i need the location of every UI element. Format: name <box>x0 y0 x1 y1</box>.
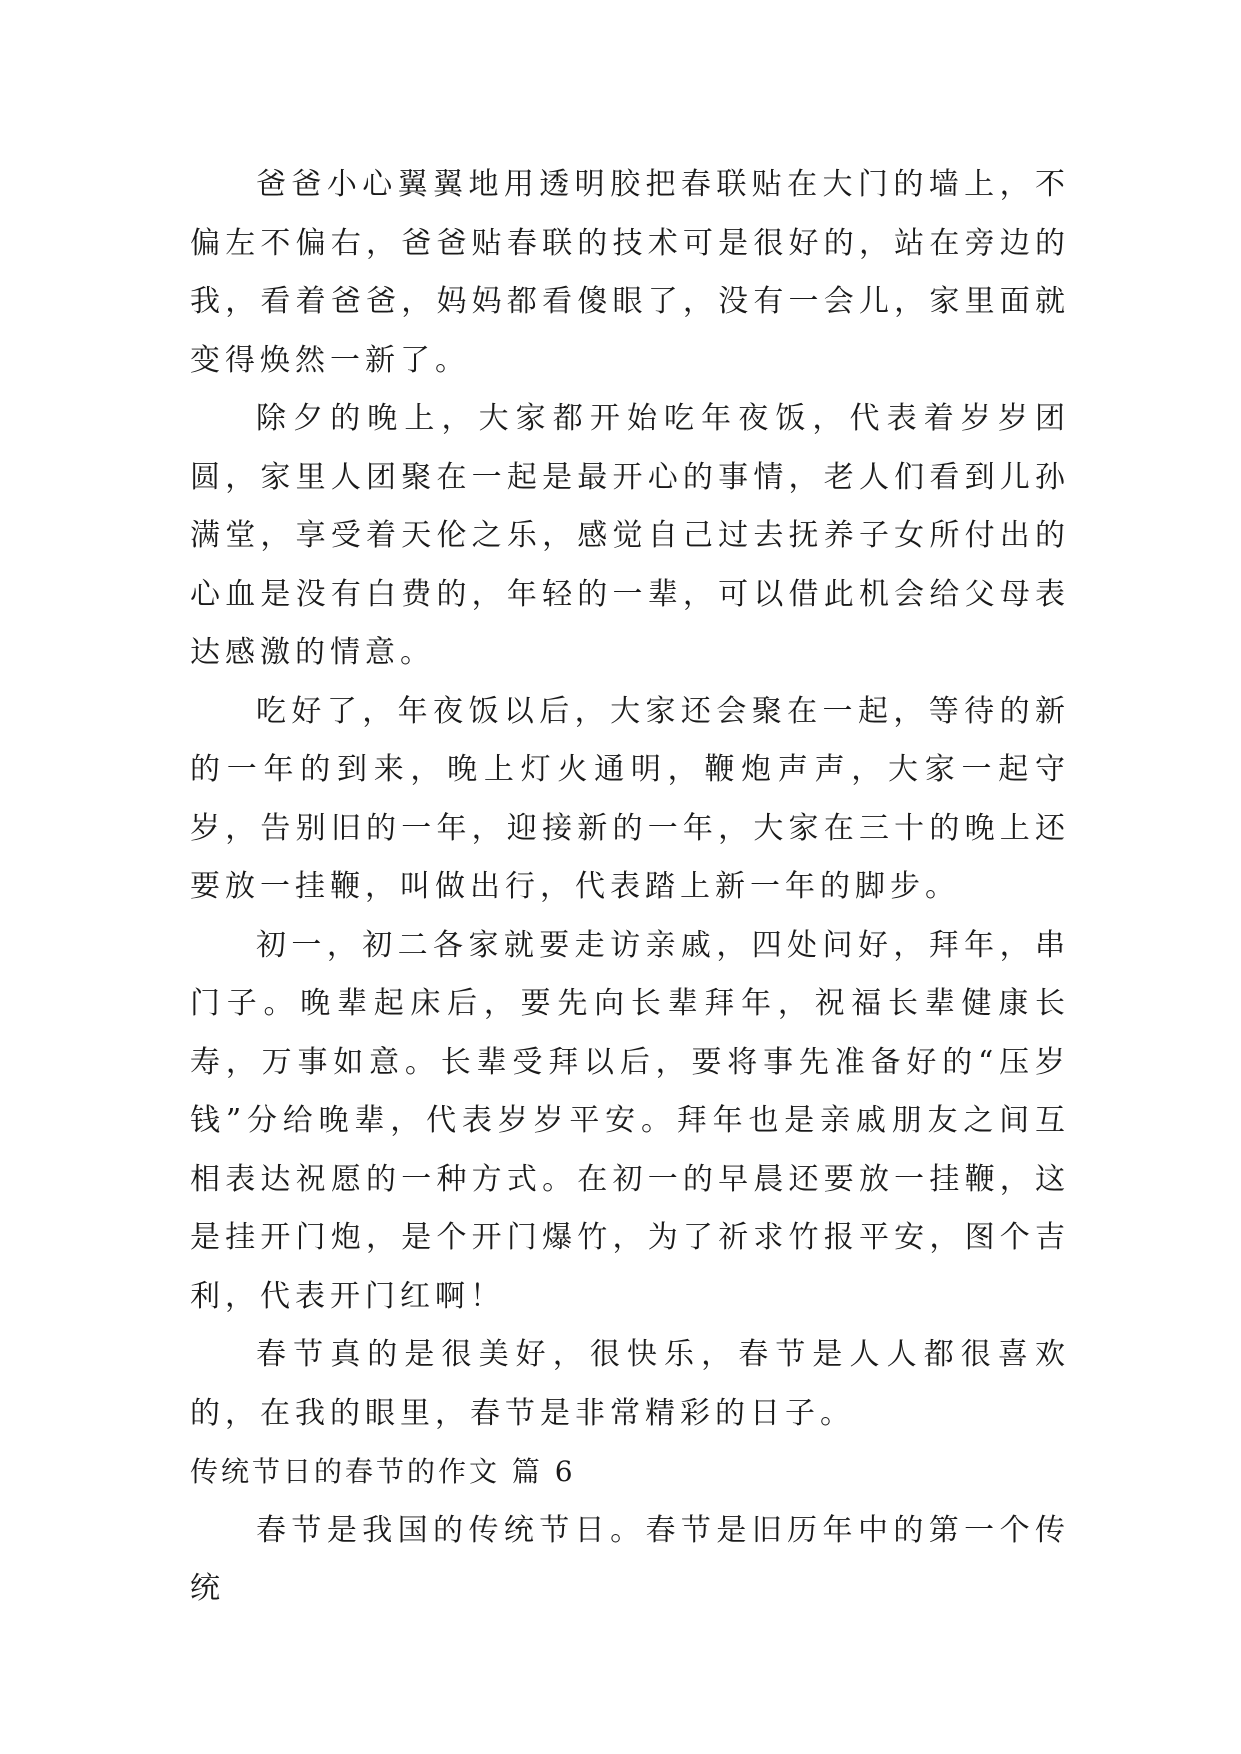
paragraph-next-essay-start: 春节是我国的传统节日。春节是旧历年中的第一个传统 <box>190 1512 1070 1606</box>
paragraph-new-years-eve-dinner: 除夕的晚上，大家都开始吃年夜饭，代表着岁岁团圆，家里人团聚在一起是最开心的事情，老人们看到儿孙满堂，享受着天伦之乐，感觉自己过去抚养子女所付出的心血是没有白费的，年轻的一辈，可以借此机会给父母表达感激的情意。 <box>190 401 1070 670</box>
paragraph-conclusion: 春节真的是很美好，很快乐，春节是人人都很喜欢的，在我的眼里，春节是非常精彩的日子。 <box>190 1337 1070 1431</box>
essay-heading: 传统节日的春节的作文 篇 6 <box>190 1455 576 1488</box>
paragraph-spring-couplets: 爸爸小心翼翼地用透明胶把春联贴在大门的墙上，不偏左不偏右，爸爸贴春联的技术可是很好的，站在旁边的我，看着爸爸，妈妈都看傻眼了，没有一会儿，家里面就变得焕然一新了。 <box>190 167 1070 378</box>
paragraph-new-year-visits: 初一，初二各家就要走访亲戚，四处问好，拜年，串门子。晚辈起床后，要先向长辈拜年，祝福长辈健康长寿，万事如意。长辈受拜以后，要将事先准备好的“压岁钱”分给晚辈，代表岁岁平安。拜年也是亲戚朋友之间互相表达祝愿的一种方式。在初一的早晨还要放一挂鞭，这是挂开门炮，是个开门爆竹，为了祈求竹报平安，图个吉利，代表开门红啊！ <box>190 927 1070 1314</box>
document-body <box>190 156 1070 1619</box>
paragraph-staying-up: 吃好了，年夜饭以后，大家还会聚在一起，等待的新的一年的到来，晚上灯火通明，鞭炮声声，大家一起守岁，告别旧的一年，迎接新的一年，大家在三十的晚上还要放一挂鞭，叫做出行，代表踏上新一年的脚步。 <box>190 693 1070 904</box>
